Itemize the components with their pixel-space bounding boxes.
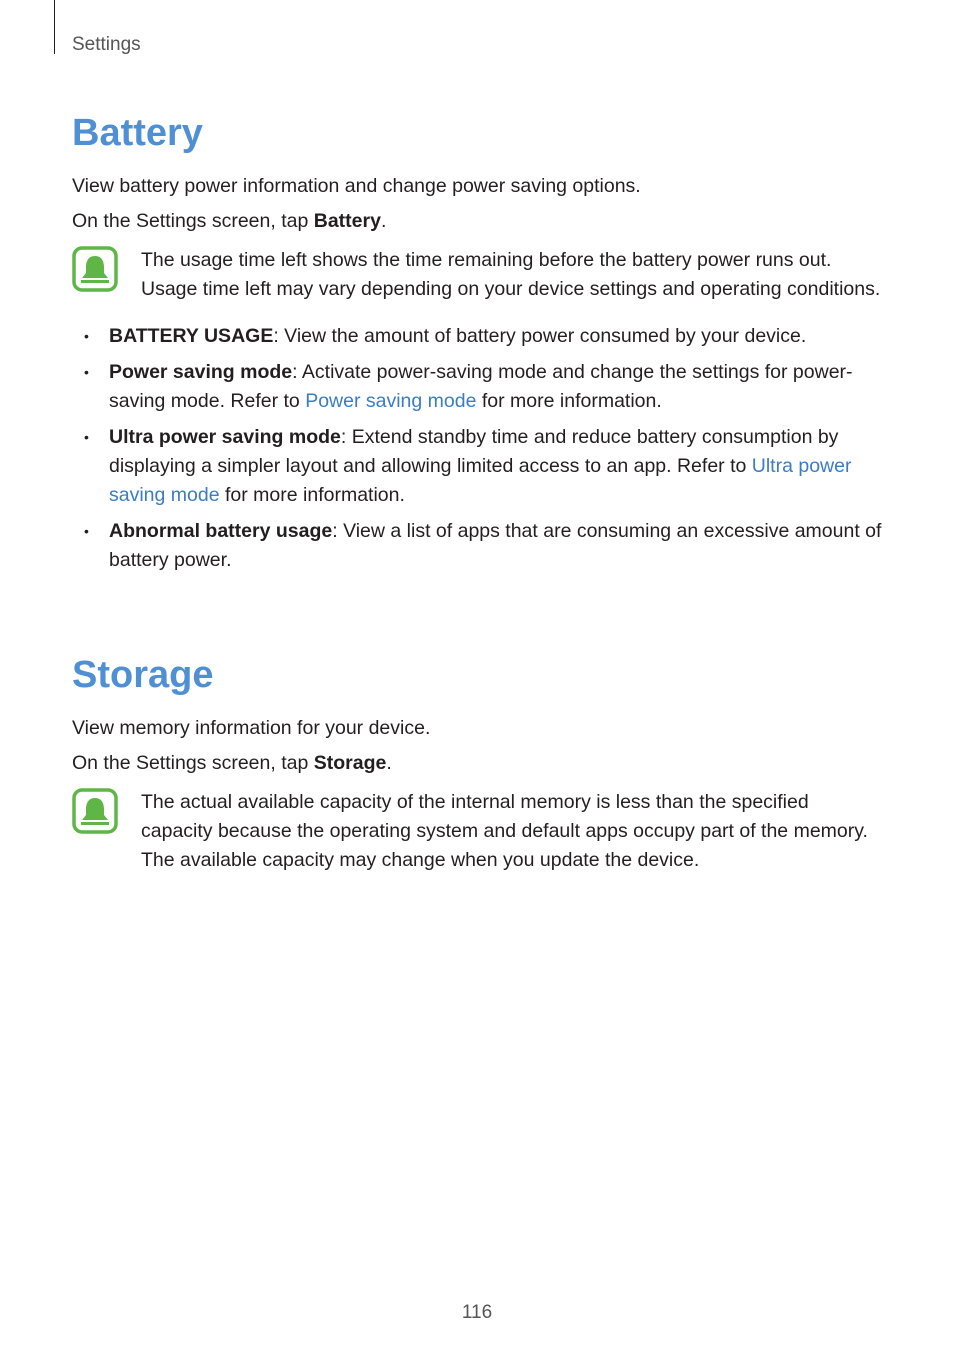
list-item-text: : Activate power-saving mode and change the settings for power-saving mode. Refer to bbox=[109, 361, 853, 412]
list-item-text-after: for more information. bbox=[476, 390, 662, 412]
list-item-term: Ultra power saving mode bbox=[109, 426, 341, 448]
storage-section bbox=[72, 652, 882, 875]
battery-option-list bbox=[72, 322, 882, 575]
storage-note bbox=[72, 788, 882, 875]
list-item bbox=[72, 517, 882, 575]
list-item-text-after: for more information. bbox=[219, 484, 405, 506]
storage-tap-suffix: . bbox=[386, 752, 392, 774]
bell-notice-icon bbox=[72, 246, 118, 292]
battery-note bbox=[72, 246, 882, 304]
bullet-dot: • bbox=[84, 429, 89, 445]
list-item-text: : Extend standby time and reduce battery consumption by displaying a simpler layout and allowing limited access to an app. Refer to bbox=[109, 426, 839, 477]
list-item bbox=[72, 358, 882, 416]
battery-tap-target: Battery bbox=[313, 210, 381, 232]
battery-section bbox=[72, 110, 882, 582]
bell-notice-icon bbox=[72, 788, 118, 834]
list-item bbox=[72, 322, 882, 351]
battery-tap-instruction bbox=[72, 207, 882, 236]
list-item-text: : View a list of apps that are consuming an excessive amount of battery power. bbox=[109, 520, 882, 571]
power-saving-mode-link[interactable]: Power saving mode bbox=[305, 390, 477, 412]
storage-tap-prefix: On the Settings screen, tap bbox=[72, 752, 314, 774]
storage-intro: View memory information for your device. bbox=[72, 717, 431, 739]
header-rule bbox=[54, 0, 55, 54]
storage-tap-instruction bbox=[72, 749, 882, 778]
battery-tap-prefix: On the Settings screen, tap bbox=[72, 210, 314, 232]
list-item bbox=[72, 423, 882, 510]
list-item-term: BATTERY USAGE bbox=[109, 325, 274, 347]
battery-title: Battery bbox=[72, 112, 203, 154]
battery-tap-suffix: . bbox=[380, 210, 387, 232]
storage-tap-target: Storage bbox=[313, 752, 387, 774]
battery-note-text: The usage time left shows the time remaining before the battery power runs out. Usage time left may vary depending on your device settings and operating conditions. bbox=[141, 249, 881, 300]
bullet-dot: • bbox=[84, 523, 89, 539]
list-item-text: : View the amount of battery power consumed by your device. bbox=[273, 325, 807, 347]
bullet-dot: • bbox=[84, 364, 89, 380]
storage-note-text: The actual available capacity of the internal memory is less than the specified capacity because the operating system and default apps occupy part of the memory. The available capacity may change when you update the device. bbox=[141, 791, 868, 871]
list-item-term: Abnormal battery usage bbox=[109, 520, 333, 542]
battery-intro: View battery power information and change power saving options. bbox=[72, 175, 641, 197]
ultra-power-saving-mode-link[interactable]: Ultra power saving mode bbox=[109, 455, 852, 506]
storage-title: Storage bbox=[72, 654, 214, 696]
bullet-dot: • bbox=[84, 328, 89, 344]
header-label: Settings bbox=[72, 34, 141, 55]
page-number: 116 bbox=[461, 1302, 493, 1323]
list-item-term: Power saving mode bbox=[109, 361, 293, 383]
